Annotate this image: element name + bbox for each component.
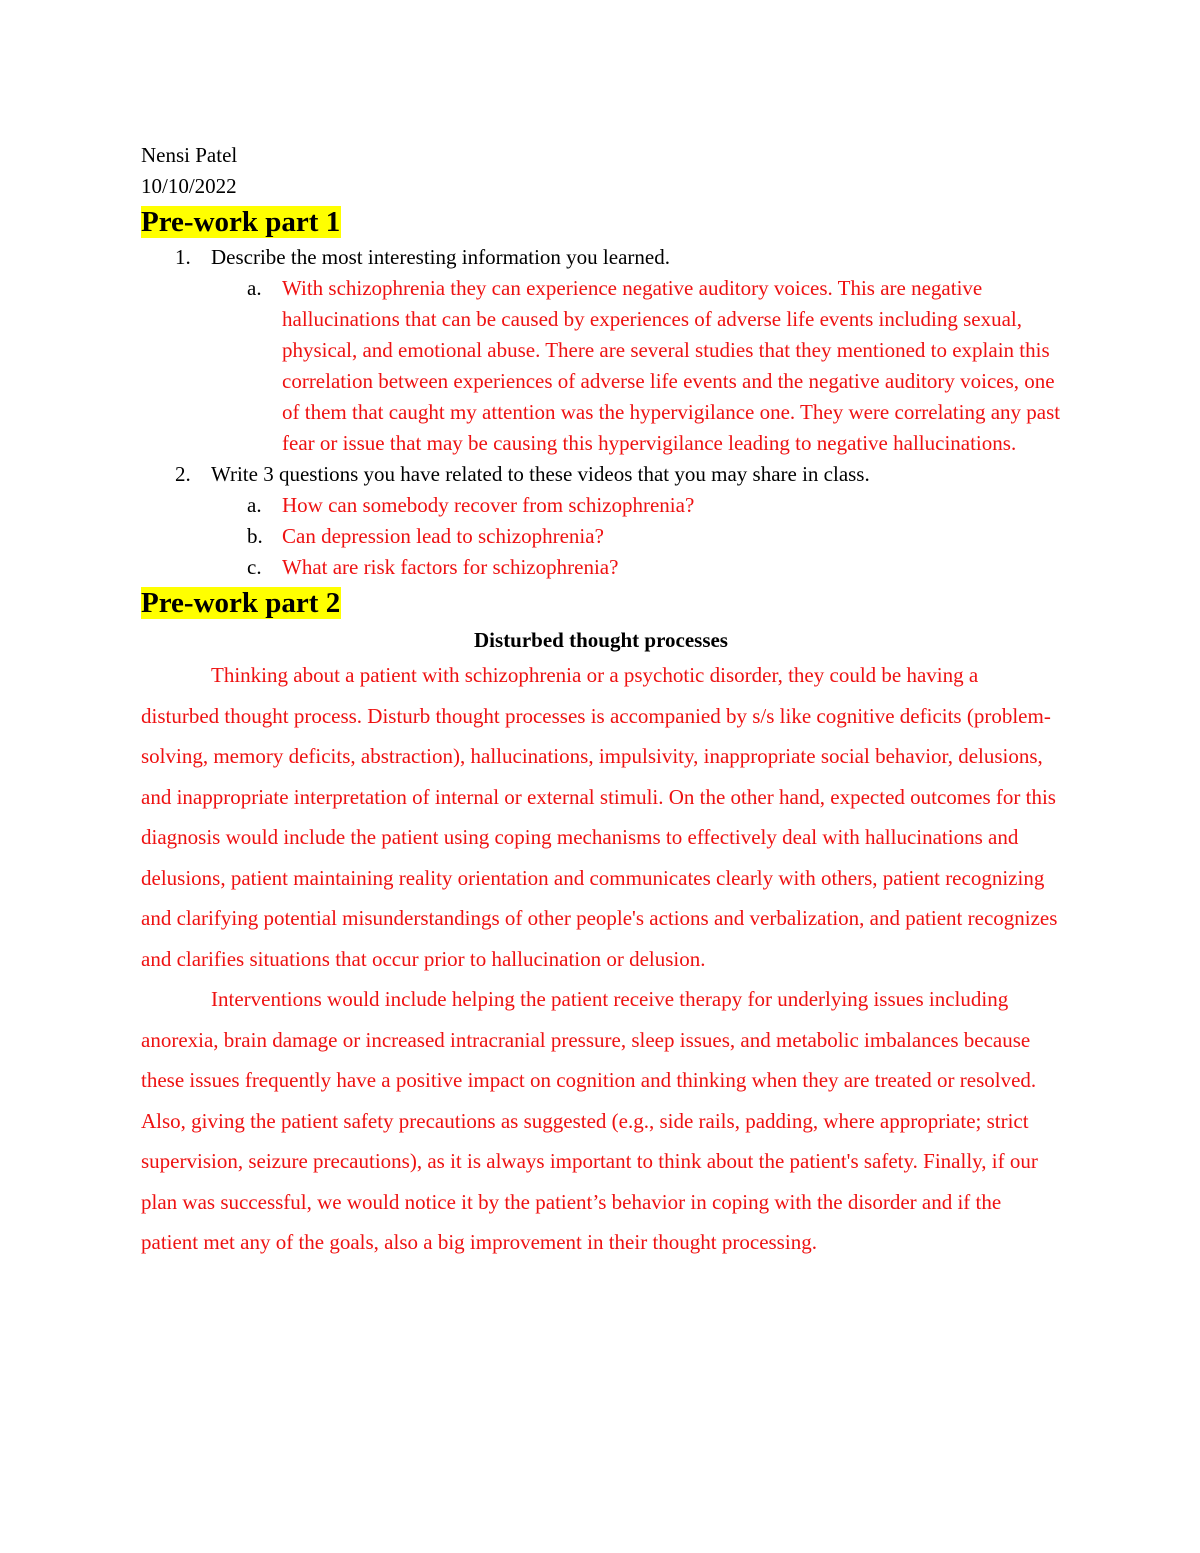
question-text: Write 3 questions you have related to these videos that you may share in class. xyxy=(211,462,870,486)
answer-text: How can somebody recover from schizophrenia? xyxy=(282,493,695,517)
body-paragraph-2: Interventions would include helping the patient receive therapy for underlying issues including anorexia, brain damage or increased intracranial pressure, sleep issues, and metabolic imbalances because these issues frequently have a positive impact on cognition and thinking when they are treated or resolved. Also, giving the patient safety precautions as suggested (e.g., side rails, padding, where appropriate; strict supervision, seizure precautions), as it is always important to think about the patient's safety. Finally, if our plan was successful, we would notice it by the patient’s behavior in coping with the disorder and if the patient met any of the goals, also a big improvement in their thought processing. xyxy=(141,987,1038,1254)
answer-letter: a. xyxy=(247,276,262,300)
section-title: Disturbed thought processes xyxy=(474,628,728,652)
question-number: 2. xyxy=(175,462,191,486)
document-page xyxy=(141,140,1061,1263)
answer-letter: c. xyxy=(247,555,262,579)
answer-list xyxy=(211,273,1061,459)
question-item-1 xyxy=(141,242,1061,459)
question-number: 1. xyxy=(175,245,191,269)
question-item-2 xyxy=(141,459,1061,583)
document-date: 10/10/2022 xyxy=(141,174,237,198)
answer-item xyxy=(211,273,1061,459)
part1-heading xyxy=(141,204,1061,240)
author-name: Nensi Patel xyxy=(141,143,238,167)
answer-letter: b. xyxy=(247,524,263,548)
answer-text: Can depression lead to schizophrenia? xyxy=(282,524,604,548)
part2-heading-text: Pre-work part 2 xyxy=(141,587,341,619)
question-text: Describe the most interesting information you learned. xyxy=(211,245,670,269)
answer-text: With schizophrenia they can experience negative auditory voices. This are negative hallucinations that can be caused by experiences of adverse life events including sexual, physical, and emotional abuse. There are several studies that they mentioned to explain this correlation between experiences of adverse life events and the negative auditory voices, one of them that caught my attention was the hypervigilance one. They were correlating any past fear or issue that may be causing this hypervigilance leading to negative hallucinations. xyxy=(282,276,1061,455)
answer-text: What are risk factors for schizophrenia? xyxy=(282,555,619,579)
part2-heading xyxy=(141,585,1061,621)
body-paragraph-1: Thinking about a patient with schizophrenia or a psychotic disorder, they could be having a disturbed thought process. Disturb thought processes is accompanied by s/s like cognitive deficits (problem-solving, memory deficits, abstraction), hallucinations, impulsivity, inappropriate social behavior, delusions, and inappropriate interpretation of internal or external stimuli. On the other hand, expected outcomes for this diagnosis would include the patient using coping mechanisms to effectively deal with hallucinations and delusions, patient maintaining reality orientation and communicates clearly with others, patient recognizing and clarifying potential misunderstandings of other people's actions and verbalization, and patient recognizes and clarifies situations that occur prior to hallucination or delusion. xyxy=(141,663,1058,971)
answer-item xyxy=(211,521,1061,552)
answer-letter: a. xyxy=(247,493,262,517)
answer-item xyxy=(211,552,1061,583)
part1-question-list xyxy=(141,242,1061,583)
part1-heading-text: Pre-work part 1 xyxy=(141,206,341,238)
answer-item xyxy=(211,490,1061,521)
answer-list xyxy=(211,490,1061,583)
